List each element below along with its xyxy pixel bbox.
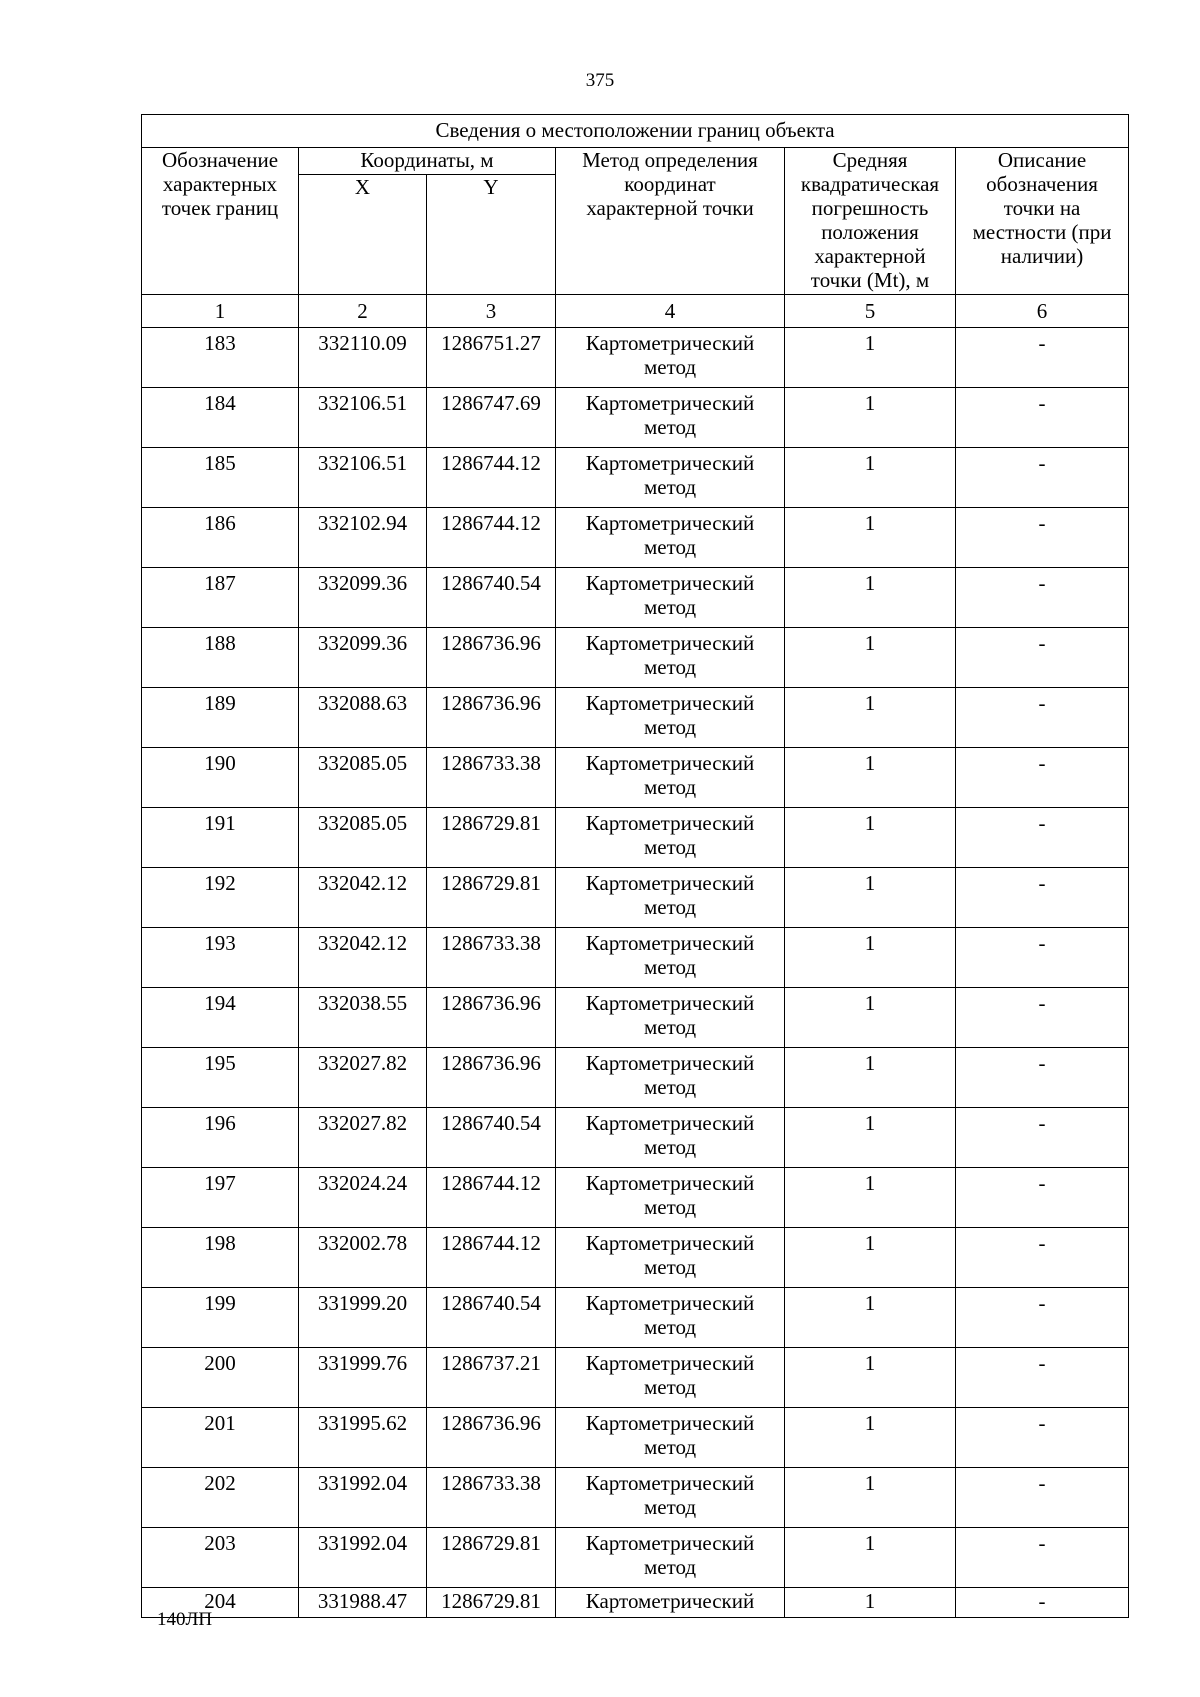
y-cell: 1286744.12 — [427, 448, 556, 508]
point-cell: 187 — [142, 568, 299, 628]
point-cell: 184 — [142, 388, 299, 448]
method-cell — [556, 508, 785, 568]
description-cell: - — [956, 988, 1129, 1048]
description-cell: - — [956, 1288, 1129, 1348]
method-cell — [556, 808, 785, 868]
method-line2: метод — [643, 1075, 697, 1099]
table-row — [142, 688, 1129, 748]
description-cell: - — [956, 688, 1129, 748]
point-cell: 183 — [142, 328, 299, 388]
method-cell — [556, 328, 785, 388]
y-cell: 1286733.38 — [427, 1468, 556, 1528]
point-cell: 194 — [142, 988, 299, 1048]
method-line1: Картометрический — [585, 1291, 755, 1315]
description-cell: - — [956, 808, 1129, 868]
method-cell — [556, 628, 785, 688]
method-cell — [556, 568, 785, 628]
method-cell — [556, 868, 785, 928]
y-cell: 1286736.96 — [427, 988, 556, 1048]
method-line1: Картометрический — [585, 931, 755, 955]
mt-cell: 1 — [785, 1408, 956, 1468]
description-cell: - — [956, 1408, 1129, 1468]
table-row — [142, 1288, 1129, 1348]
method-cell — [556, 748, 785, 808]
method-line1: Картометрический — [585, 511, 755, 535]
method-cell — [556, 1228, 785, 1288]
method-line2: метод — [643, 1315, 697, 1339]
x-cell: 332024.24 — [299, 1168, 427, 1228]
mt-cell: 1 — [785, 388, 956, 448]
method-line1: Картометрический — [585, 811, 755, 835]
footer-code: 140ЛП — [157, 1609, 213, 1630]
y-cell: 1286737.21 — [427, 1348, 556, 1408]
boundary-coordinates-table — [141, 114, 1129, 1618]
method-line1: Картометрический — [585, 1171, 755, 1195]
y-cell: 1286751.27 — [427, 328, 556, 388]
method-line2: метод — [643, 1495, 697, 1519]
point-cell: 189 — [142, 688, 299, 748]
method-line1: Картометрический — [585, 1051, 755, 1075]
table-row — [142, 1528, 1129, 1588]
mt-cell: 1 — [785, 1348, 956, 1408]
description-cell: - — [956, 1168, 1129, 1228]
method-line1: Картометрический — [585, 331, 755, 355]
method-line1: Картометрический — [585, 751, 755, 775]
table-row — [142, 1588, 1129, 1618]
method-line1: Картометрический — [585, 1531, 755, 1555]
method-line2: метод — [643, 775, 697, 799]
point-cell: 202 — [142, 1468, 299, 1528]
mt-cell: 1 — [785, 628, 956, 688]
page-number: 375 — [585, 70, 615, 91]
mt-cell: 1 — [785, 1288, 956, 1348]
x-cell: 332085.05 — [299, 808, 427, 868]
x-cell: 332027.82 — [299, 1108, 427, 1168]
y-cell: 1286740.54 — [427, 568, 556, 628]
table-row — [142, 1168, 1129, 1228]
column-number: 5 — [785, 295, 956, 328]
mt-cell: 1 — [785, 868, 956, 928]
y-cell: 1286733.38 — [427, 928, 556, 988]
x-cell: 332099.36 — [299, 628, 427, 688]
header-point: Обозначение характерных точек границ — [142, 148, 299, 295]
method-cell — [556, 1468, 785, 1528]
column-number: 1 — [142, 295, 299, 328]
method-cell — [556, 1168, 785, 1228]
x-cell: 332102.94 — [299, 508, 427, 568]
y-cell: 1286736.96 — [427, 688, 556, 748]
x-cell: 332042.12 — [299, 928, 427, 988]
description-cell: - — [956, 628, 1129, 688]
mt-cell: 1 — [785, 808, 956, 868]
method-line1: Картометрический — [585, 871, 755, 895]
x-cell: 332038.55 — [299, 988, 427, 1048]
table-row — [142, 1228, 1129, 1288]
description-cell: - — [956, 1048, 1129, 1108]
y-cell: 1286729.81 — [427, 1528, 556, 1588]
method-line2: метод — [643, 535, 697, 559]
x-cell: 331988.47 — [299, 1588, 427, 1618]
header-description: Описание обозначения точки на местности (при наличии) — [956, 148, 1129, 295]
method-line2: метод — [643, 835, 697, 859]
description-cell: - — [956, 748, 1129, 808]
mt-cell: 1 — [785, 1048, 956, 1108]
table-row — [142, 568, 1129, 628]
table-row — [142, 928, 1129, 988]
y-cell: 1286729.81 — [427, 1588, 556, 1618]
method-line2: метод — [643, 1375, 697, 1399]
y-cell: 1286744.12 — [427, 508, 556, 568]
method-line2: метод — [643, 1255, 697, 1279]
method-line1: Картометрический — [585, 451, 755, 475]
mt-cell: 1 — [785, 1468, 956, 1528]
y-cell: 1286744.12 — [427, 1168, 556, 1228]
mt-cell: 1 — [785, 328, 956, 388]
mt-cell: 1 — [785, 1228, 956, 1288]
x-cell: 331999.20 — [299, 1288, 427, 1348]
method-line2: метод — [643, 415, 697, 439]
mt-cell: 1 — [785, 1528, 956, 1588]
method-line2: метод — [643, 355, 697, 379]
description-cell: - — [956, 1228, 1129, 1288]
mt-cell: 1 — [785, 508, 956, 568]
x-cell: 332085.05 — [299, 748, 427, 808]
method-line1: Картометрический — [585, 991, 755, 1015]
column-number: 6 — [956, 295, 1129, 328]
mt-cell: 1 — [785, 1168, 956, 1228]
method-line1: Картометрический — [585, 391, 755, 415]
table-title: Сведения о местоположении границ объекта — [142, 115, 1129, 148]
method-cell — [556, 928, 785, 988]
point-cell: 186 — [142, 508, 299, 568]
point-cell: 197 — [142, 1168, 299, 1228]
method-line1: Картометрический — [585, 691, 755, 715]
method-cell — [556, 688, 785, 748]
method-line2: метод — [643, 1435, 697, 1459]
point-cell: 203 — [142, 1528, 299, 1588]
method-line2: метод — [643, 1015, 697, 1039]
table-row — [142, 1048, 1129, 1108]
mt-cell: 1 — [785, 448, 956, 508]
mt-cell: 1 — [785, 1108, 956, 1168]
description-cell: - — [956, 1468, 1129, 1528]
method-line2: метод — [643, 475, 697, 499]
description-cell: - — [956, 328, 1129, 388]
table-row — [142, 448, 1129, 508]
table-row — [142, 988, 1129, 1048]
x-cell: 332099.36 — [299, 568, 427, 628]
column-number: 4 — [556, 295, 785, 328]
y-cell: 1286736.96 — [427, 1048, 556, 1108]
method-cell — [556, 1528, 785, 1588]
table-row — [142, 508, 1129, 568]
method-line2: метод — [643, 1135, 697, 1159]
y-cell: 1286729.81 — [427, 868, 556, 928]
point-cell: 185 — [142, 448, 299, 508]
x-cell: 332027.82 — [299, 1048, 427, 1108]
header-error: Средняя квадратическая погрешность положения характерной точки (Mt), м — [785, 148, 956, 295]
description-cell: - — [956, 448, 1129, 508]
method-line1: Картометрический — [585, 1111, 755, 1135]
y-cell: 1286736.96 — [427, 1408, 556, 1468]
method-line1: Картометрический — [585, 1471, 755, 1495]
x-cell: 332106.51 — [299, 388, 427, 448]
x-cell: 331999.76 — [299, 1348, 427, 1408]
header-coordinates: Координаты, м — [299, 148, 556, 175]
point-cell: 193 — [142, 928, 299, 988]
method-cell — [556, 1288, 785, 1348]
method-line1: Картометрический — [585, 1589, 755, 1613]
header-y: Y — [427, 175, 556, 295]
table-row — [142, 1348, 1129, 1408]
method-line2: метод — [643, 955, 697, 979]
method-cell — [556, 1108, 785, 1168]
mt-cell: 1 — [785, 1588, 956, 1618]
x-cell: 331992.04 — [299, 1468, 427, 1528]
method-line2: метод — [643, 655, 697, 679]
method-line1: Картометрический — [585, 1411, 755, 1435]
method-line1: Картометрический — [585, 571, 755, 595]
mt-cell: 1 — [785, 568, 956, 628]
method-cell — [556, 1348, 785, 1408]
table-row — [142, 868, 1129, 928]
table-row — [142, 808, 1129, 868]
y-cell: 1286747.69 — [427, 388, 556, 448]
table-row — [142, 748, 1129, 808]
method-line2: метод — [643, 1195, 697, 1219]
table-row — [142, 1108, 1129, 1168]
point-cell: 188 — [142, 628, 299, 688]
point-cell: 192 — [142, 868, 299, 928]
x-cell: 332110.09 — [299, 328, 427, 388]
point-cell: 200 — [142, 1348, 299, 1408]
description-cell: - — [956, 928, 1129, 988]
point-cell: 199 — [142, 1288, 299, 1348]
method-line1: Картометрический — [585, 1231, 755, 1255]
y-cell: 1286740.54 — [427, 1288, 556, 1348]
y-cell: 1286744.12 — [427, 1228, 556, 1288]
method-cell — [556, 1048, 785, 1108]
point-cell: 204 — [142, 1588, 299, 1618]
point-cell: 190 — [142, 748, 299, 808]
method-line1: Картометрический — [585, 1351, 755, 1375]
point-cell: 198 — [142, 1228, 299, 1288]
description-cell: - — [956, 1348, 1129, 1408]
mt-cell: 1 — [785, 928, 956, 988]
table-row — [142, 1468, 1129, 1528]
point-cell: 191 — [142, 808, 299, 868]
x-cell: 331995.62 — [299, 1408, 427, 1468]
x-cell: 332106.51 — [299, 448, 427, 508]
method-cell — [556, 448, 785, 508]
method-line2: метод — [643, 895, 697, 919]
method-line1: Картометрический — [585, 631, 755, 655]
x-cell: 331992.04 — [299, 1528, 427, 1588]
header-method: Метод определения координат характерной точки — [556, 148, 785, 295]
method-cell — [556, 988, 785, 1048]
y-cell: 1286729.81 — [427, 808, 556, 868]
method-line2: метод — [643, 1555, 697, 1579]
method-cell — [556, 1588, 785, 1618]
table-row — [142, 1408, 1129, 1468]
mt-cell: 1 — [785, 988, 956, 1048]
column-number: 3 — [427, 295, 556, 328]
x-cell: 332088.63 — [299, 688, 427, 748]
mt-cell: 1 — [785, 688, 956, 748]
header-x: X — [299, 175, 427, 295]
x-cell: 332042.12 — [299, 868, 427, 928]
point-cell: 195 — [142, 1048, 299, 1108]
y-cell: 1286733.38 — [427, 748, 556, 808]
y-cell: 1286736.96 — [427, 628, 556, 688]
y-cell: 1286740.54 — [427, 1108, 556, 1168]
description-cell: - — [956, 1528, 1129, 1588]
description-cell: - — [956, 568, 1129, 628]
description-cell: - — [956, 868, 1129, 928]
method-cell — [556, 388, 785, 448]
description-cell: - — [956, 508, 1129, 568]
x-cell: 332002.78 — [299, 1228, 427, 1288]
point-cell: 201 — [142, 1408, 299, 1468]
method-line2: метод — [643, 715, 697, 739]
description-cell: - — [956, 1108, 1129, 1168]
table-row — [142, 388, 1129, 448]
table-row — [142, 628, 1129, 688]
method-line2: метод — [643, 595, 697, 619]
description-cell: - — [956, 388, 1129, 448]
point-cell: 196 — [142, 1108, 299, 1168]
column-number: 2 — [299, 295, 427, 328]
method-cell — [556, 1408, 785, 1468]
description-cell: - — [956, 1588, 1129, 1618]
mt-cell: 1 — [785, 748, 956, 808]
table-row — [142, 328, 1129, 388]
